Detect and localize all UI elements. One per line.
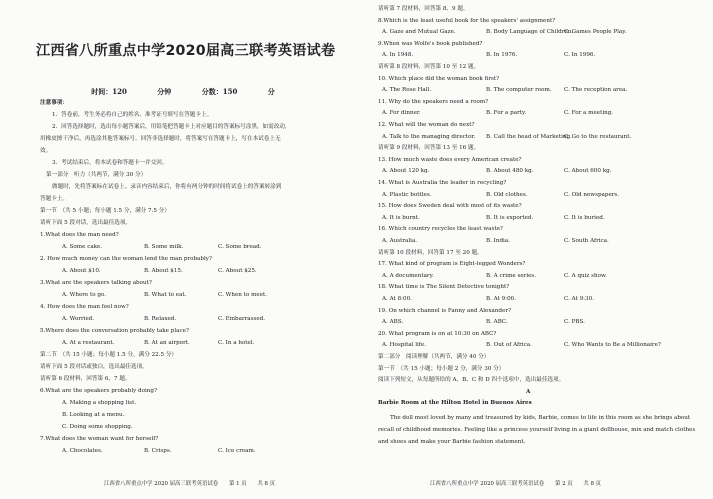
option-b: B. A crime series. [486, 272, 537, 279]
option-a: A. ABS. [382, 319, 404, 326]
option-b: B. Call the head of Marketing. [486, 133, 572, 140]
question: 15. How does Sweden deal with most of its waste? [378, 203, 522, 210]
answer-option: B. Looking at a menu. [62, 412, 125, 418]
question: 9.When was Wolfe's book published? [378, 40, 483, 47]
section2-desc: 请听下面 5 段对话或独白，选出最佳选项。 [40, 364, 148, 370]
option-a: A. Australia. [382, 238, 418, 244]
note-line: 用橡皮擦干净后，再选涂其他答案标号。回答非选择题时，将答案写在答题卡上，写在本试卷上无 [40, 136, 281, 142]
option-a: A. Hospital life. [382, 342, 426, 349]
option-b: B. ABC. [486, 319, 508, 326]
option-c: C. It is buried. [564, 214, 605, 221]
part1-desc: 答题卡上。 [40, 196, 68, 202]
option-a: A. Chocolates. [62, 448, 103, 454]
question: 16. Which country recycles the least waste? [378, 226, 503, 233]
option-c: C. Old newspapers. [564, 191, 620, 198]
option-a: A. In 1948. [382, 52, 414, 59]
option-c: C. For a meeting. [564, 110, 614, 117]
question: 7.What does the woman want for herself? [40, 436, 159, 442]
question: 20. What program is on at 10:30 on ABC? [378, 330, 497, 337]
note-line: 2．回答选择题时，选出每小题答案后，用铅笔把答题卡上对应题目的答案标号涂黑，如需改动， [52, 124, 291, 130]
option-a: A. Talk to the managing director. [382, 133, 476, 140]
answer-option: A. Making a shopping list. [62, 400, 137, 406]
option-a: A. For dinner. [382, 110, 421, 117]
option-a: A. Where to go. [62, 292, 107, 298]
passage-label: A [526, 388, 531, 395]
option-a: A. About $10. [62, 268, 101, 274]
option-b: B. It is exported. [486, 214, 534, 221]
note-line: 效。 [40, 148, 52, 154]
question: 10. Which place did the woman book first? [378, 75, 500, 82]
part1-heading: 第一部分 听力（共两节，满分 30 分） [46, 172, 147, 178]
listen-instruction: 请听第 6 段材料，回答第 6、7 题。 [40, 376, 131, 382]
question: 第二部分 阅读理解（共两节，满分 40 分） [378, 354, 490, 360]
option-b: B. What to eat. [144, 292, 187, 298]
question: 请听第 9 段材料，回答第 13 至 16 题。 [378, 145, 480, 152]
option-b: B. For a party. [486, 110, 527, 117]
note-line: 3．考试结束后，将本试卷和答题卡一并交回。 [52, 160, 168, 166]
option-c: C. The reception area. [564, 87, 628, 94]
question: 17. What kind of program is Eight-legged Wonders? [378, 261, 526, 268]
option-a: A. About 120 kg. [382, 168, 430, 175]
option-c: C. At 9:30. [564, 296, 594, 302]
question: 请听第 7 段材料，回答第 8、9 题。 [378, 6, 469, 12]
option-c: C. About 600 kg. [564, 168, 612, 175]
option-c: C. In 1996. [564, 52, 596, 59]
option-b: B. Some milk. [144, 244, 184, 250]
option-b: B. At 9:00. [486, 296, 516, 302]
question: 请听第 8 段材料，回答第 10 至 12 题。 [378, 64, 480, 70]
exam-score: 分数：150 分 [201, 87, 275, 96]
question: 6.What are the speakers probably doing? [40, 388, 157, 394]
option-c: C. In a hotel. [218, 340, 255, 346]
question: 阅读下列短文，从每题所给的 A、B、C 和 D 四个选项中，选出最佳选项。 [378, 377, 565, 384]
option-b: B. Crisps. [144, 448, 172, 454]
option-c: C. When to meet. [218, 292, 268, 298]
section1-desc: 请听下面 5 段对话，选出最佳选项。 [40, 220, 132, 226]
question: 12. What will the woman do next? [378, 122, 475, 128]
question: 13. How much waste does every American create? [378, 156, 522, 163]
option-a: A. Some cake. [62, 244, 103, 250]
part1-desc: 做题时，先将答案标在试卷上。录音内容结束后，你将有两分钟的时间将试卷上的答案转涂到 [52, 184, 282, 190]
answer-option: C. Doing some shopping. [62, 424, 133, 430]
question: 19. On which channel is Fanny and Alexander? [378, 307, 511, 314]
option-b: B. The computer room. [486, 87, 552, 94]
option-b: B. About 480 kg. [486, 168, 534, 175]
option-c: C. Embarrassed. [218, 316, 266, 322]
question: 请听第 10 段材料，回答第 17 至 20 题。 [378, 249, 483, 256]
option-a: A. The Rose Hall. [382, 87, 432, 94]
option-a: A. A documentary. [382, 272, 434, 279]
option-a: A. At 8:00. [382, 296, 412, 302]
footer-page-2: 江西省八所重点中学 2020 届高三联考英语试卷 第 2 页 共 8 页 [430, 481, 602, 487]
notes-heading: 注意事项： [40, 100, 68, 106]
question: 8.Which is the least useful book for the speakers' assignment? [378, 17, 556, 24]
exam-meta [0, 87, 366, 97]
exam-time: 时间：120 分钟 [91, 87, 172, 96]
option-a: A. Worried. [62, 316, 95, 322]
question: 4. How does the man feel now? [40, 304, 129, 310]
option-c: C. PBS. [564, 319, 585, 326]
option-b: B. About $15. [144, 268, 183, 274]
option-b: B. Body Language of Children. [486, 29, 574, 36]
note-line: 1．答卷前，考生务必将自己的姓名、准考证号填写在答题卡上。 [52, 112, 213, 118]
option-b: B. Out of Africa. [486, 342, 532, 349]
footer-page-1: 江西省八所重点中学 2020 届高三联考英语试卷 第 1 页 共 8 页 [104, 481, 276, 487]
exam-title: 江西省八所重点中学2020届高三联考英语试卷 [36, 43, 336, 59]
section1-heading: 第一节 （共 5 小题；每小题 1.5 分，满分 7.5 分） [40, 208, 170, 214]
option-a: A. At a restaurant. [62, 340, 115, 346]
option-c: C. A quiz show. [564, 272, 607, 279]
option-a: A. Plastic bottles. [382, 191, 432, 198]
option-b: B. Relaxed. [144, 316, 177, 322]
option-a: A. Gaze and Mutual Gaze. [382, 29, 456, 36]
question: 11. Why do the speakers need a room? [378, 98, 489, 105]
question: 18. What time is The Silent Detective tonight? [378, 284, 510, 291]
question: 1.What does the man need? [40, 232, 119, 238]
option-b: B. Old clothes. [486, 191, 528, 198]
question: 5.Where does the conversation probably take place? [40, 328, 189, 334]
option-a: A. It is burnt. [382, 214, 420, 221]
option-c: C. Ice cream. [218, 448, 256, 454]
option-b: B. At an airport. [144, 340, 190, 346]
option-c: C. About $25. [218, 268, 257, 274]
question: 14. What is Australia the leader in recycling? [378, 180, 507, 186]
question: 2. How much money can the woman lend the man probably? [40, 256, 212, 262]
option-b: B. In 1976. [486, 52, 518, 59]
option-c: C. Who Wants to Be a Millionaire? [564, 342, 661, 349]
option-c: C. Go to the restaurant. [564, 133, 632, 140]
option-c: C. Games People Play. [564, 29, 627, 36]
option-c: C. South Africa. [564, 238, 609, 244]
question: 第一节 （共 15 小题；每小题 2 分，满分 30 分） [378, 365, 505, 372]
passage-body: The doll most loved by many and treasured by kids, Barbie, comes to life in this room as she brings about recall of childhood memories. Feeling like a princess yourself living in a giant dollhouse, mix and match clothes and shoes and make your Barbie fashion statement. [378, 415, 696, 445]
option-b: B. India. [486, 238, 510, 244]
passage-title: Barbie Room at the Hilton Hotel in Buenos Aires [378, 400, 532, 407]
section2-heading: 第二节 （共 15 小题；每小题 1.5 分，满分 22.5 分） [40, 352, 178, 358]
question: 3.What are the speakers talking about? [40, 280, 152, 286]
option-c: C. Some bread. [218, 244, 262, 250]
